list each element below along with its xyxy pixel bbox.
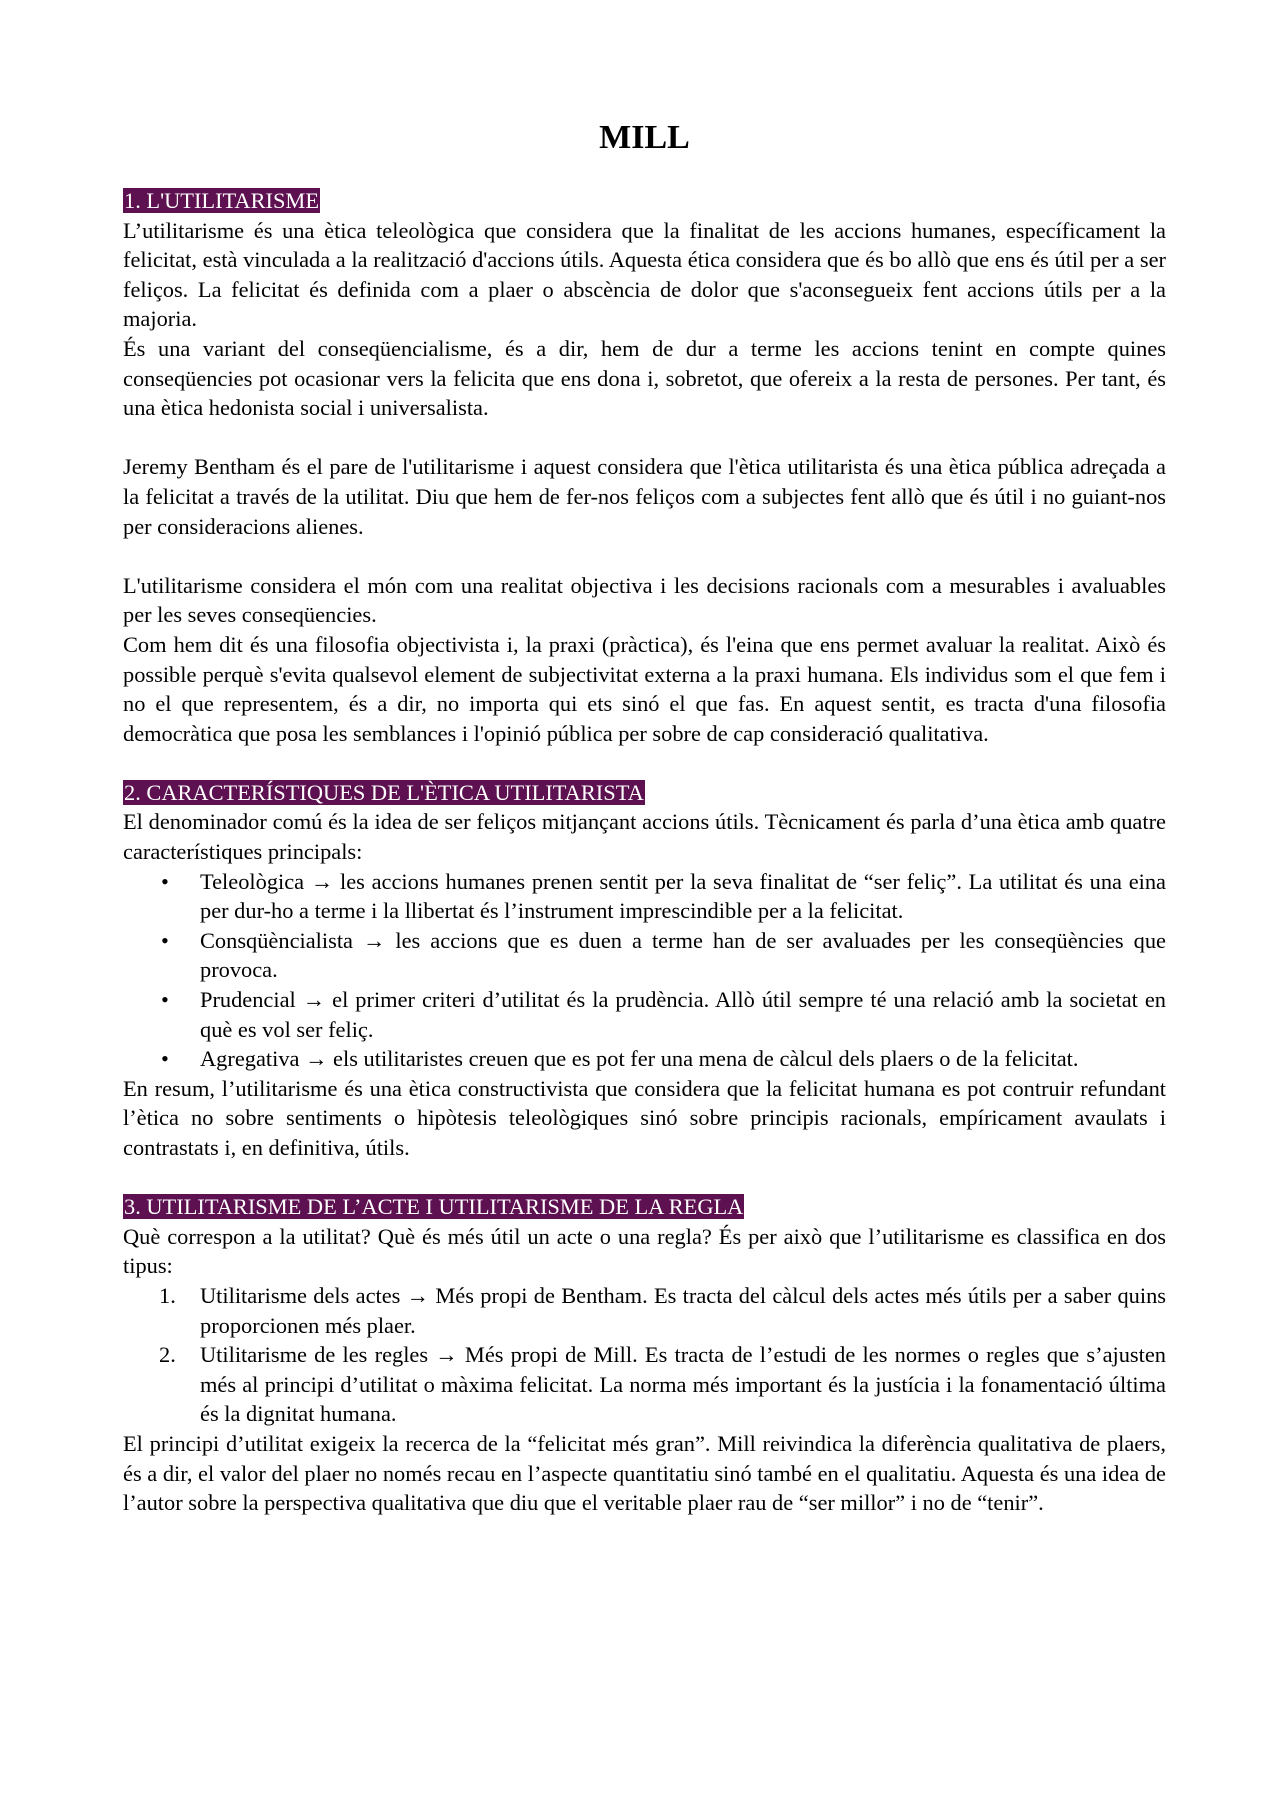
section-2-outro: En resum, l’utilitarisme és una ètica constructivista que considera que la felicitat humana es pot contruir refundant l’ètica no sobre sentiments o hipòtesis teleològiques sinó sobre principis racionals, empíricament avaulats i contrastats i, en definitiva, útils. bbox=[123, 1075, 1166, 1160]
section-3-heading-line bbox=[123, 1192, 1166, 1222]
section-3-heading: 3. UTILITARISME DE L’ACTE I UTILITARISME DE LA REGLA bbox=[124, 1194, 744, 1220]
section-2-intro: El denominador comú és la idea de ser feliços mitjançant accions útils. Tècnicament és parla d’una ètica amb quatre característiques principals: bbox=[123, 809, 1166, 865]
section-2-heading-line bbox=[123, 778, 1166, 808]
list-item: • Agregativa → els utilitaristes creuen que es pot fer una mena de càlcul dels plaers o de la felicitat. bbox=[123, 1044, 1166, 1074]
section-1-paragraph-4: L'utilitarisme considera el món com una realitat objectiva i les decisions racionals com a mesurables i avaluables per les seves conseqüencies. bbox=[123, 572, 1166, 628]
section-3-outro: El principi d’utilitat exigeix la recerca de la “felicitat més gran”. Mill reivindica la diferència qualitativa de plaers, és a dir, el valor del plaer no només recau en l’aspecte quantitatiu sinó també en el qualitatiu. Aquesta és una idea de l’autor sobre la perspectiva qualitativa que diu que el veritable plaer rau de “ser millor” i no de “tenir”. bbox=[123, 1430, 1166, 1516]
section-1-paragraph-1: L’utilitarisme és una ètica teleològica que considera que la finalitat de les accions humanes, específicament la felicitat, està vinculada a la realització d'accions útils. Aquesta ética considera que és bo allò que ens és útil per a ser feliços. La felicitat és definida com a plaer o abscència de dolor que s'aconsegueix fent accions útils per a la majoria. bbox=[123, 217, 1166, 332]
section-3-intro: Què correspon a la utilitat? Què és més útil un acte o una regla? És per això que l’utilitarisme es classifica en dos tipus: bbox=[123, 1223, 1166, 1279]
spacer bbox=[123, 1163, 1166, 1193]
list-item-number: 2. bbox=[159, 1342, 176, 1368]
list-item: • Prudencial → el primer criteri d’utilitat és la prudència. Allò útil sempre té una relació amb la societat en què es vol ser feliç. bbox=[123, 985, 1166, 1044]
spacer bbox=[123, 748, 1166, 778]
list-item-text: Utilitarisme de les regles → Més propi de Mill. Es tracta de l’estudi de les normes o regles que s’ajusten més al principi d’utilitat o màxima felicitat. La norma més important és la justícia i la fonamentació última és la dignitat humana. bbox=[200, 1342, 1166, 1427]
list-item: • Consqüèncialista → les accions que es duen a terme han de ser avaluades per les conseqüències que provoca. bbox=[123, 926, 1166, 985]
document-title: MILL bbox=[599, 119, 690, 156]
list-item-text: Utilitarisme dels actes → Més propi de Bentham. Es tracta del càlcul dels actes més útils per a saber quins proporcionen més plaer. bbox=[200, 1282, 1166, 1338]
list-item bbox=[123, 1281, 1166, 1340]
section-1-paragraph-2: És una variant del conseqüencialisme, és a dir, hem de dur a terme les accions tenint en compte quines conseqüencies pot ocasionar vers la felicita que ens dona i, sobretot, que ofereix a la resta de persones. Per tant, és una ètica hedonista social i universalista. bbox=[123, 335, 1166, 421]
section-1-paragraph-3: Jeremy Bentham és el pare de l'utilitarisme i aquest considera que l'ètica utilitarista és una ètica pública adreçada a la felicitat a través de la utilitat. Diu que hem de fer-nos feliços com a subjectes fent allò que és útil i no guiant-nos per consideracions alienes. bbox=[123, 454, 1166, 539]
section-1-heading-line bbox=[123, 186, 1166, 216]
list-item bbox=[123, 1340, 1166, 1429]
types-list bbox=[123, 1281, 1166, 1429]
section-2-heading: 2. CARACTERÍSTIQUES DE L'ÈTICA UTILITARISTA bbox=[124, 779, 644, 805]
section-1-heading: 1. L'UTILITARISME bbox=[124, 188, 320, 213]
list-item-number: 1. bbox=[159, 1282, 176, 1308]
list-item: • Teleològica → les accions humanes prenen sentit per la seva finalitat de “ser feliç”. La utilitat és una eina per dur-ho a terme i la llibertat és l’instrument imprescindible per a la felicitat. bbox=[123, 867, 1166, 926]
characteristics-list bbox=[123, 867, 1166, 1074]
spacer bbox=[123, 541, 1166, 571]
spacer bbox=[123, 423, 1166, 453]
section-1-paragraph-5: Com hem dit és una filosofia objectivista i, la praxi (pràctica), és l'eina que ens permet avaluar la realitat. Això és possible perquè s'evita qualsevol element de subjectivitat externa a la praxi humana. Els individus som el que fem i no el que representem, és a dir, no importa qui ets sinó el que fas. En aquest sentit, es tracta d'una filosofia democràtica que posa les semblances i l'opinió pública per sobre de cap consideració qualitativa. bbox=[123, 631, 1166, 746]
